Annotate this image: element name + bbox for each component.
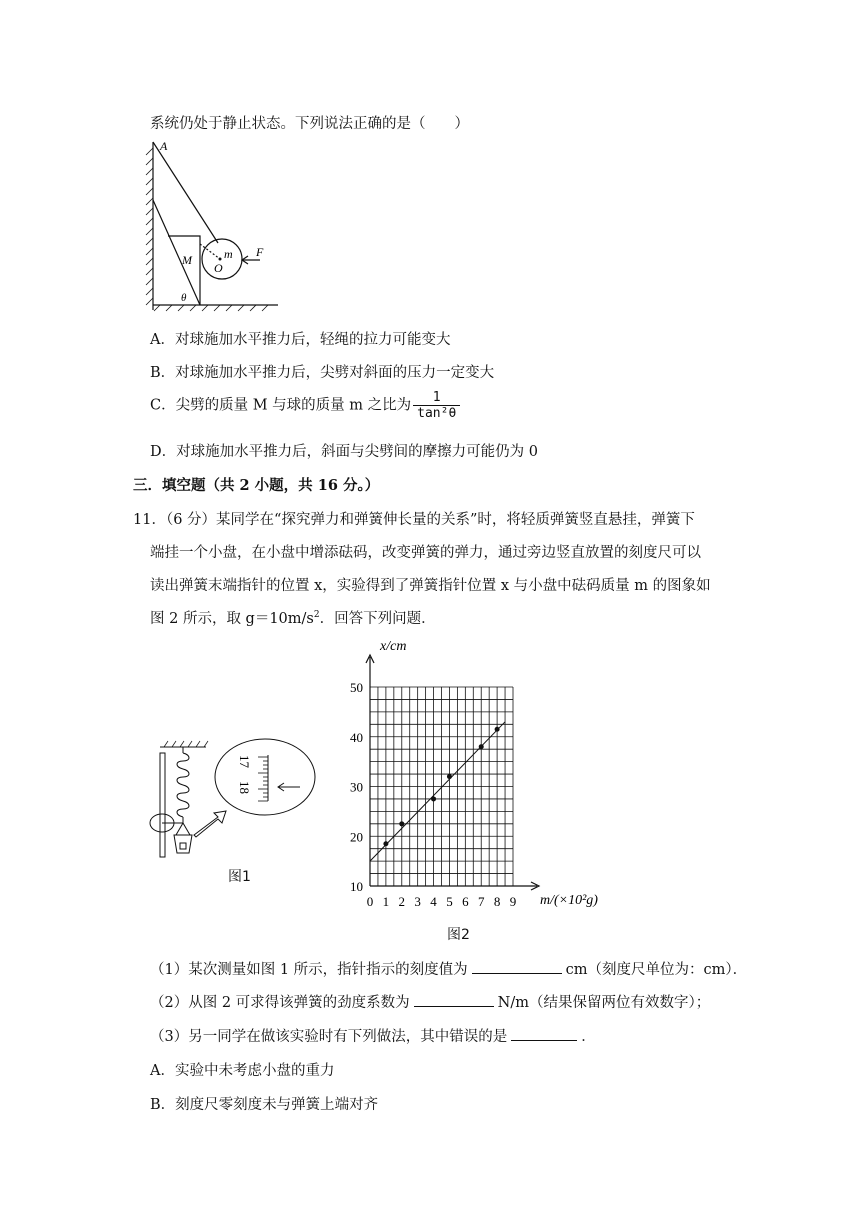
x-tick-label: 3 [414, 894, 421, 909]
q11-line2: 端挂一个小盘，在小盘中增添砝码，改变弹簧的弹力，通过旁边竖直放置的刻度尺可以 [150, 545, 701, 561]
sub3-option-a: A．实验中未考虑小盘的重力 [150, 1063, 335, 1079]
answer-blank-3[interactable] [511, 1026, 577, 1041]
chart-grid [370, 687, 513, 886]
option-c-fraction: $\frac{1}{\text{tan²θ}}$ [413, 390, 460, 421]
data-point [399, 821, 404, 826]
option-b: B．对球施加水平推力后，尖劈对斜面的压力一定变大 [150, 365, 495, 381]
option-c [150, 390, 460, 421]
data-point [383, 841, 388, 846]
data-point [495, 727, 500, 732]
sub-question-3: （3）另一同学在做该实验时有下列做法，其中错误的是 ． [150, 1025, 596, 1046]
option-d: D．对球施加水平推力后，斜面与尖劈间的摩擦力可能仍为 0 [150, 444, 538, 460]
section-title: 三．填空题（共 2 小题，共 16 分。） [133, 477, 380, 494]
y-tick-label: 40 [350, 729, 363, 745]
fit-line [370, 722, 505, 861]
fig2-caption: 图2 [447, 927, 470, 943]
label-theta: θ [181, 292, 187, 304]
label-m: m [224, 247, 233, 261]
x-tick-label: 0 [366, 894, 374, 909]
y-axis-label: x/cm [380, 639, 407, 654]
x-tick-label: 8 [493, 894, 501, 909]
x-tick-label: 7 [477, 894, 485, 909]
x-vs-m-chart [330, 632, 630, 917]
ruler-label-17: 17 [237, 755, 252, 768]
answer-blank-2[interactable] [414, 992, 494, 1007]
x-axis-label: m/(×10²g) [540, 893, 598, 908]
data-point [479, 744, 484, 749]
ruler-label-18: 18 [237, 781, 252, 794]
y-tick-label: 20 [350, 829, 363, 845]
y-tick-label: 50 [350, 680, 363, 695]
q11-line4: 图 2 所示，取 $g=10m/s^2$．回答下列问题． [150, 610, 436, 627]
incline-figure [140, 138, 290, 318]
data-point [431, 796, 436, 801]
x-tick-label: 9 [509, 894, 517, 909]
q11-line3: 读出弹簧末端指针的位置 x，实验得到了弹簧指针位置 x 与小盘中砝码质量 m 的图象如 [150, 578, 711, 594]
x-tick-label: 1 [382, 894, 390, 909]
x-tick-label: 5 [446, 894, 453, 909]
y-tick-label: 10 [350, 879, 363, 894]
sub-question-2: （2）从图 2 可求得该弹簧的劲度系数为 N/m（结果保留两位有效数字）； [150, 991, 710, 1012]
label-A: A [160, 139, 168, 153]
y-tick-label: 30 [350, 779, 363, 795]
x-tick-label: 2 [398, 894, 406, 909]
chart-tick-labels [350, 680, 516, 909]
label-M: M [182, 253, 192, 267]
q11-line1: 11．（6 分）某同学在“探究弹力和弹簧伸长量的关系”时，将轻质弹簧竖直悬挂，弹簧下 [133, 512, 695, 528]
option-a: A．对球施加水平推力后，轻绳的拉力可能变大 [150, 332, 451, 348]
data-point [447, 774, 452, 779]
x-tick-label: 6 [462, 894, 469, 909]
question-intro-text: 系统仍处于静止状态。下列说法正确的是（ ） [150, 116, 469, 132]
label-F: F [256, 245, 264, 259]
answer-blank-1[interactable] [472, 959, 562, 974]
fig1-caption: 图1 [228, 869, 251, 885]
option-c-text: C．尖劈的质量 M 与球的质量 m 之比为 [150, 397, 412, 414]
x-tick-label: 4 [430, 894, 437, 909]
label-O: O [214, 261, 223, 275]
sub-question-1: （1）某次测量如图 1 所示，指针指示的刻度值为 cm（刻度尺单位为：cm）． [150, 958, 747, 979]
sub3-option-b: B．刻度尺零刻度未与弹簧上端对齐 [150, 1097, 379, 1113]
